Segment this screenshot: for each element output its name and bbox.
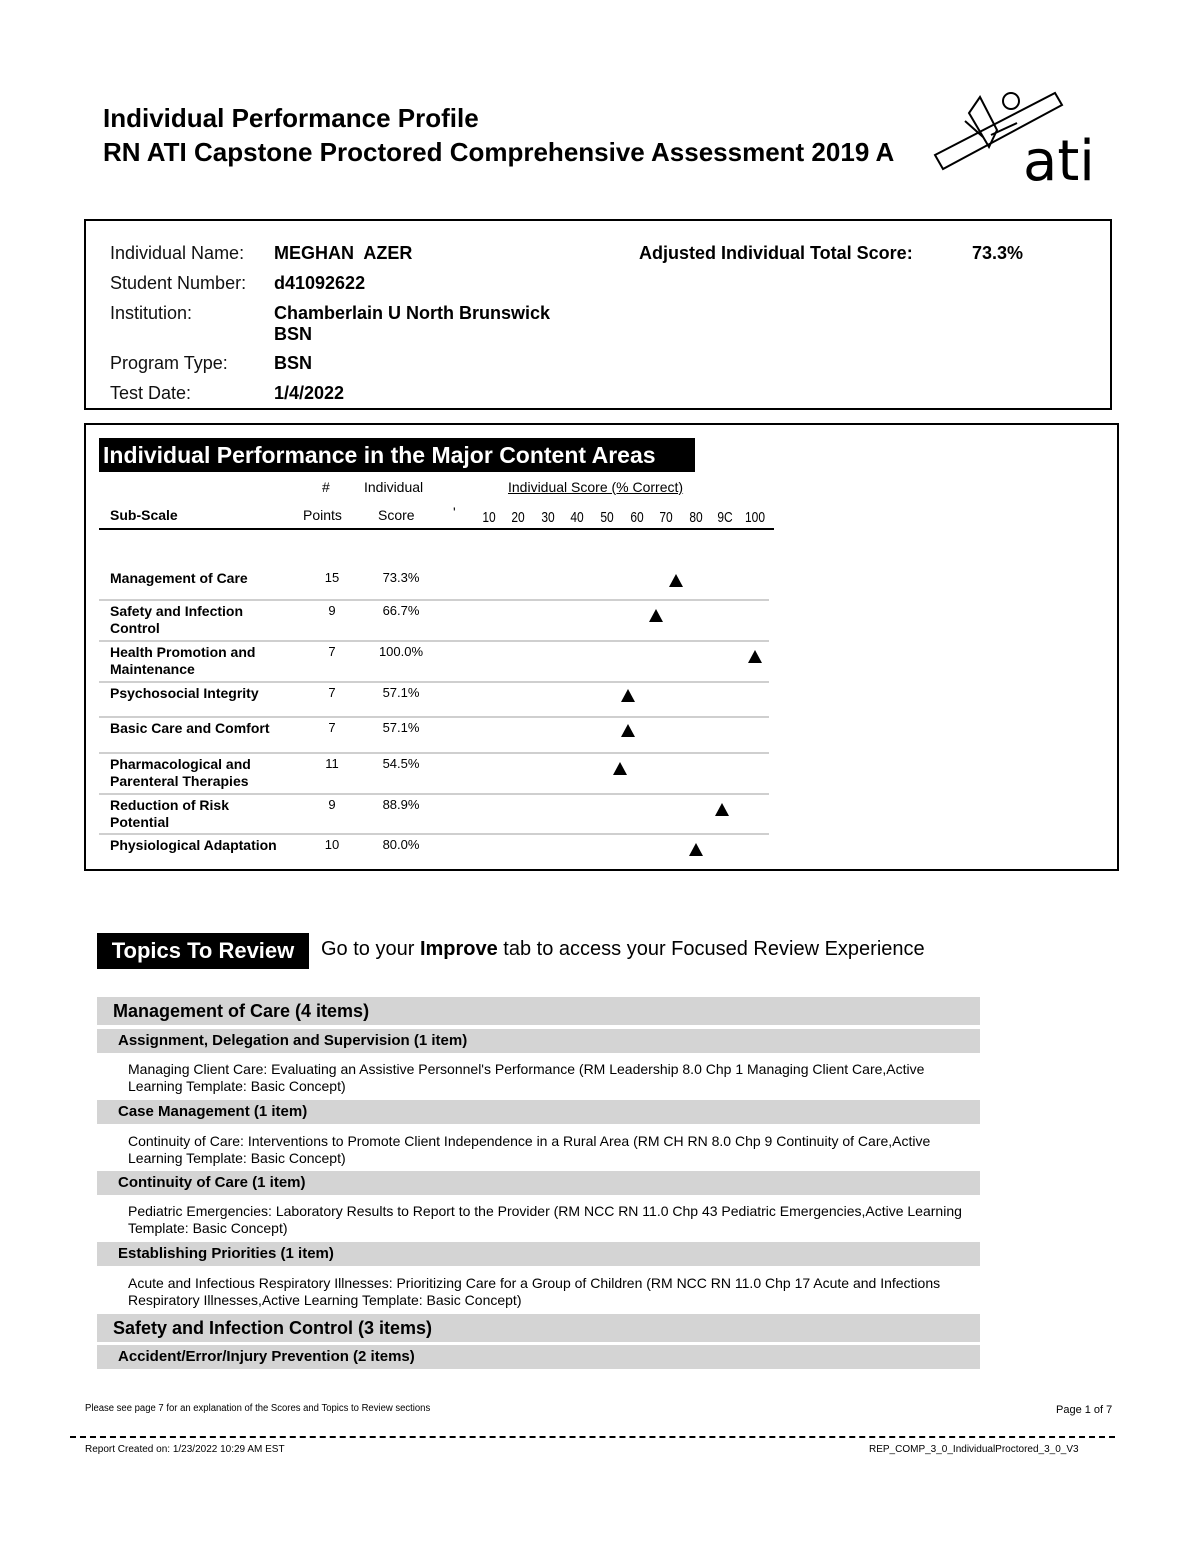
topic-category: Management of Care (4 items) xyxy=(97,997,980,1025)
topic-subcategory: Accident/Error/Injury Prevention (2 items) xyxy=(97,1345,980,1369)
score-value: 100.0% xyxy=(378,644,424,659)
score-value: 57.1% xyxy=(382,720,420,735)
topic-item: Pediatric Emergencies: Laboratory Results to Report to the Provider (RM NCC RN 11.0 Chp 43 Pediatric Emergencies,Active Learning Template: Basic Concept) xyxy=(128,1203,962,1236)
institution-label: Institution: xyxy=(110,303,193,323)
logo-wordmark: ati xyxy=(1023,129,1095,190)
performance-panel xyxy=(84,423,1119,871)
row-divider xyxy=(99,599,769,601)
topic-category: Safety and Infection Control (3 items) xyxy=(97,1314,980,1342)
chart-tick-label: 20 xyxy=(511,509,525,526)
points-header-top: # xyxy=(322,479,330,495)
subscale-name: Reduction of Risk Potential xyxy=(110,797,230,830)
points-value: 15 xyxy=(324,570,340,585)
score-header: Score xyxy=(378,507,415,523)
points-value: 9 xyxy=(328,603,336,618)
points-value: 7 xyxy=(328,720,336,735)
chart-tick-label: 10 xyxy=(481,509,496,526)
topic-subcategory: Continuity of Care (1 item) xyxy=(97,1171,980,1195)
score-marker xyxy=(689,843,703,856)
student-number-value: d41092622 xyxy=(274,273,366,293)
row-divider xyxy=(99,716,769,718)
adjusted-score-label: Adjusted Individual Total Score: xyxy=(639,243,913,263)
score-value: 88.9% xyxy=(382,797,420,812)
subscale-name: Health Promotion and Maintenance xyxy=(110,644,256,677)
topics-note-prefix: Go to your xyxy=(321,938,420,960)
row-divider xyxy=(99,793,769,795)
page-number: Page 1 of 7 xyxy=(1056,1404,1113,1416)
ati-logo-mark-icon xyxy=(925,85,1110,190)
subscale-name: Pharmacological and Parenteral Therapies xyxy=(110,756,251,789)
score-marker xyxy=(649,609,663,622)
program-type-label: Program Type: xyxy=(110,353,228,373)
subscale-name: Basic Care and Comfort xyxy=(110,720,270,736)
score-value: 66.7% xyxy=(382,603,420,618)
score-value: 54.5% xyxy=(382,756,420,771)
points-header: Points xyxy=(303,507,342,523)
page-title: Individual Performance Profile xyxy=(103,103,479,133)
student-info-panel xyxy=(84,219,1112,410)
chart-tick-label: 9C xyxy=(717,509,734,526)
assessment-name: RN ATI Capstone Proctored Comprehensive Assessment 2019 A xyxy=(103,137,895,167)
name-label: Individual Name: xyxy=(110,243,245,263)
score-marker xyxy=(715,803,729,816)
chart-header: Individual Score (% Correct) xyxy=(508,479,684,495)
chart-tick-label: 40 xyxy=(570,509,585,526)
score-header-top: Individual xyxy=(364,479,424,495)
row-divider xyxy=(99,752,769,754)
topics-note-suffix: tab to access your Focused Review Experience xyxy=(497,938,925,960)
topic-subcategory: Assignment, Delegation and Supervision (1 item) xyxy=(97,1029,980,1053)
points-value: 7 xyxy=(328,685,336,700)
points-value: 7 xyxy=(328,644,336,659)
footer-note: Please see page 7 for an explanation of the Scores and Topics to Review sections xyxy=(85,1403,431,1414)
report-title-block xyxy=(103,100,933,168)
row-divider xyxy=(99,681,769,683)
topic-item: Continuity of Care: Interventions to Promote Client Independence in a Rural Area (RM CH RN 8.0 Chp 9 Continuity of Care,Active Learning Template: Basic Concept) xyxy=(128,1133,931,1166)
topic-subcategory: Case Management (1 item) xyxy=(97,1100,980,1124)
chart-tick-label: 50 xyxy=(600,509,614,526)
score-value: 73.3% xyxy=(382,570,420,585)
score-marker xyxy=(669,574,683,587)
score-value: 80.0% xyxy=(382,837,420,852)
score-marker xyxy=(748,650,762,663)
topics-note xyxy=(321,938,925,961)
score-marker xyxy=(621,724,635,737)
topics-title: Topics To Review xyxy=(97,933,309,969)
chart-tick-label: 60 xyxy=(629,509,644,526)
subscale-name: Management of Care xyxy=(110,570,248,586)
test-date-value: 1/4/2022 xyxy=(274,383,345,403)
program-type-value: BSN xyxy=(274,353,313,373)
ati-logo xyxy=(925,85,1110,190)
score-marker xyxy=(613,762,627,775)
subscale-name: Psychosocial Integrity xyxy=(110,685,259,701)
score-marker xyxy=(621,689,635,702)
row-divider xyxy=(99,833,769,835)
student-number-label: Student Number: xyxy=(110,273,247,293)
report-code: REP_COMP_3_0_IndividualProctored_3_0_V3 xyxy=(869,1444,1079,1455)
improve-tab-reference: Improve xyxy=(419,938,498,960)
topic-subcategory: Establishing Priorities (1 item) xyxy=(97,1242,980,1266)
chart-tick-label: 80 xyxy=(689,509,703,526)
points-value: 10 xyxy=(324,837,340,852)
chart-tick-label: 30 xyxy=(541,509,555,526)
subscale-header: Sub-Scale xyxy=(110,507,178,523)
adjusted-score-value: 73.3% xyxy=(972,243,1024,263)
points-value: 11 xyxy=(325,756,339,771)
score-value: 57.1% xyxy=(382,685,420,700)
topic-item: Managing Client Care: Evaluating an Assistive Personnel's Performance (RM Leadership 8.0 Chp 1 Managing Client Care,Active Learning Template: Basic Concept) xyxy=(128,1061,925,1094)
test-date-label: Test Date: xyxy=(110,383,192,403)
report-created: Report Created on: 1/23/2022 10:29 AM EST xyxy=(85,1444,285,1455)
subscale-name: Safety and Infection Control xyxy=(110,603,244,636)
performance-title: Individual Performance in the Major Content Areas xyxy=(99,438,695,472)
topic-item: Acute and Infectious Respiratory Illnesses: Prioritizing Care for a Group of Children (RM NCC RN 11.0 Chp 17 Acute and Infections Respiratory Illnesses,Active Learning Template: Basic Concept) xyxy=(128,1275,941,1308)
footer-divider xyxy=(70,1436,1115,1438)
row-divider xyxy=(99,640,769,642)
name-value: MEGHAN AZER xyxy=(274,243,413,263)
institution-value: Chamberlain U North Brunswick BSN xyxy=(274,303,551,344)
header-rule xyxy=(99,528,774,530)
chart-tick-label: 100 xyxy=(744,509,766,526)
chart-tick-label: 70 xyxy=(659,509,673,526)
chart-axis-start-mark: ' xyxy=(453,504,456,520)
subscale-name: Physiological Adaptation xyxy=(110,837,277,853)
points-value: 9 xyxy=(328,797,336,812)
